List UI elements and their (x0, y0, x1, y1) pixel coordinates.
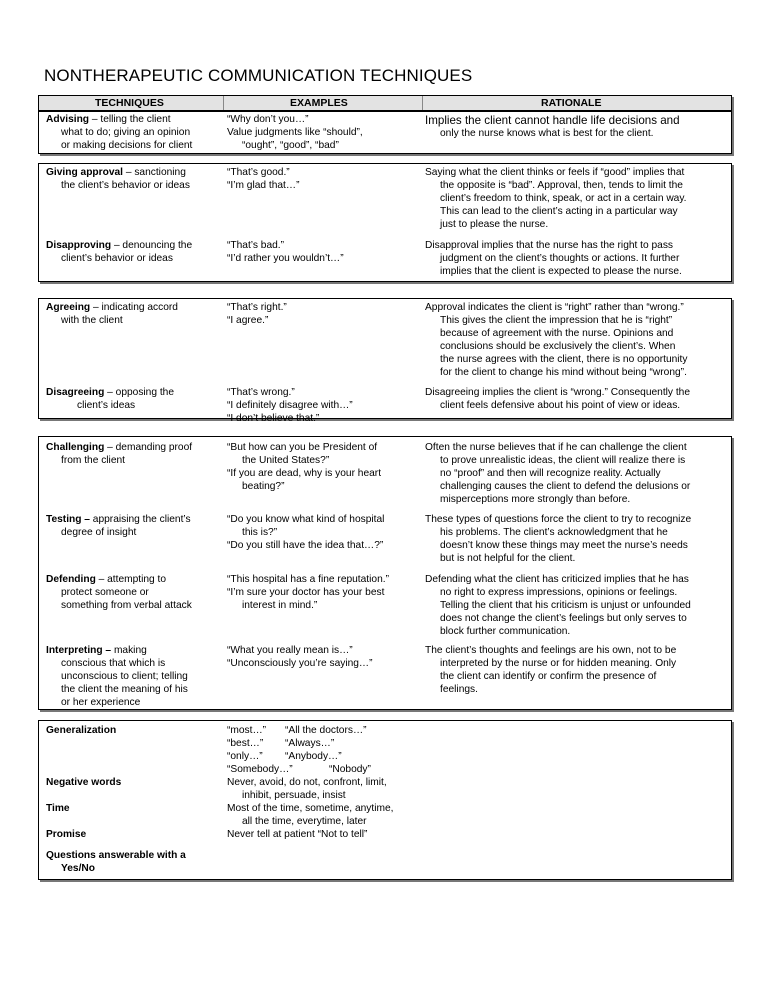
example-text: “I definitely disagree with…” (227, 399, 353, 411)
example-text: this is?” (242, 526, 278, 538)
rationale-text: These types of questions force the client to try to recognize (425, 514, 692, 525)
rationale-cell (425, 114, 727, 141)
example-text: Value judgments like “should”, (227, 126, 363, 138)
technique-desc: conscious that which is (61, 657, 166, 669)
rationale-cell (425, 387, 727, 413)
examples-cell (227, 829, 423, 842)
example-text: “That’s wrong.” (227, 387, 295, 398)
example-text: “That’s bad.” (227, 240, 285, 251)
technique-name: Time (46, 803, 70, 814)
rationale-text: feelings. (440, 683, 478, 695)
rationale-text: doesn’t know these things may meet the nurse’s needs (440, 539, 688, 551)
group-advising (38, 111, 732, 154)
technique-cell (46, 302, 224, 328)
rationale-text: This can lead to the client’s acting in a particular way (440, 205, 678, 217)
technique-name: Challenging (46, 442, 105, 453)
technique-name: Questions answerable with a (46, 850, 186, 861)
rationale-text: Saying what the client thinks or feels if “good” implies that (425, 167, 685, 178)
examples-cell (227, 803, 423, 829)
rationale-text: implies that the client is expected to please the nurse. (440, 265, 682, 277)
rationale-cell (425, 302, 727, 379)
example-text: “That’s right.” (227, 302, 287, 313)
technique-desc: appraising the client’s (89, 514, 191, 525)
technique-name: Advising (46, 114, 90, 125)
header-divider (223, 96, 224, 110)
table-header (38, 95, 732, 111)
rationale-text: Implies the client cannot handle life decisions and (425, 114, 680, 127)
technique-name: Yes/No (61, 862, 95, 874)
group-agreement (38, 298, 732, 424)
rationale-text: only the nurse knows what is best for the client. (440, 128, 654, 139)
rationale-text: but is not helpful for the client. (440, 552, 576, 564)
rationale-text: just to please the nurse. (440, 218, 549, 230)
rationale-text: the nurse agrees with the client, there is no opportunity (440, 353, 688, 365)
example-text: Never, avoid, do not, confront, limit, (227, 777, 387, 788)
example-text: “Anybody…” (285, 750, 342, 762)
examples-cell (227, 114, 423, 153)
example-text: “That’s good.” (227, 167, 290, 178)
examples-cell (227, 645, 423, 671)
technique-cell (46, 240, 224, 266)
rationale-text: Telling the client that his criticism is unjust or unfounded (440, 599, 691, 611)
rationale-text: the client can identify or confirm the presence of (440, 670, 657, 682)
rationale-text: interpreted by the nurse or for hidden meaning. Only (440, 657, 677, 669)
rationale-text: no “proof” and then will recognize reality. Actually (440, 467, 661, 479)
technique-desc: the client the meaning of his (61, 683, 188, 695)
rationale-text: because of agreement with the nurse. Opinions and (440, 327, 674, 339)
technique-cell (46, 574, 224, 613)
examples-cell (227, 442, 423, 494)
example-text: Most of the time, sometime, anytime, (227, 803, 394, 814)
rationale-text: This gives the client the impression that he is “right” (440, 314, 673, 326)
technique-desc: the client’s behavior or ideas (61, 179, 190, 191)
example-text: “Nobody” (329, 763, 371, 775)
technique-name: Testing – (46, 514, 90, 525)
technique-desc: – attempting to (95, 574, 167, 585)
example-text: interest in mind.” (242, 599, 318, 611)
technique-name: Disagreeing (46, 387, 105, 398)
example-text: “All the doctors…” (285, 725, 367, 736)
rationale-text: no right to express impressions, opinions or feelings. (440, 586, 678, 598)
technique-desc: protect someone or (61, 586, 149, 598)
technique-name: Interpreting – (46, 645, 112, 656)
examples-cell (227, 302, 423, 328)
rationale-text: Approval indicates the client is “right” rather than “wrong.” (425, 302, 684, 313)
examples-cell (227, 777, 423, 803)
example-text: “I don’t believe that.” (227, 412, 320, 424)
example-text: “Why don’t you…” (227, 114, 309, 125)
rationale-text: to prove unrealistic ideas, the client will realize there is (440, 454, 686, 466)
example-text: “Always…” (285, 737, 335, 749)
rationale-cell (425, 167, 727, 232)
technique-name: Agreeing (46, 302, 91, 313)
example-text: “best…” (227, 737, 264, 749)
rationale-text: the opposite is “bad”. Approval, then, tends to limit the (440, 179, 683, 191)
technique-name: Promise (46, 829, 87, 840)
technique-desc: degree of insight (61, 526, 137, 538)
example-text: “Unconsciously you’re saying…” (227, 657, 373, 669)
technique-name: Disapproving (46, 240, 112, 251)
rationale-cell (425, 442, 727, 507)
example-text: “But how can you be President of (227, 442, 378, 453)
rationale-text: client feels defensive about his point of view or ideas. (440, 399, 681, 411)
rationale-cell (425, 574, 727, 639)
group-generalization (38, 720, 732, 880)
example-text: “ought”, “good”, “bad” (242, 139, 339, 151)
technique-name: Generalization (46, 725, 117, 736)
technique-name: Giving approval (46, 167, 123, 178)
technique-desc: with the client (61, 314, 123, 326)
rationale-cell (425, 240, 727, 279)
technique-desc: or making decisions for client (61, 139, 193, 151)
rationale-text: conclusions should be exclusively the client’s. When (440, 340, 676, 352)
header-divider (422, 96, 423, 110)
example-text: “What you really mean is…” (227, 645, 353, 656)
example-text: beating?” (242, 480, 285, 492)
example-text: all the time, everytime, later (242, 815, 367, 827)
example-text: inhibit, persuade, insist (242, 789, 346, 801)
example-text: Never tell at patient “Not to tell” (227, 829, 368, 840)
technique-cell (46, 167, 224, 193)
example-text: “If you are dead, why is your heart (227, 467, 382, 479)
technique-cell (46, 777, 224, 790)
technique-desc: from the client (61, 454, 125, 466)
rationale-text: Defending what the client has criticized implies that he has (425, 574, 689, 585)
rationale-text: client’s freedom to think, speak, or act in a certain way. (440, 192, 687, 204)
rationale-cell (425, 645, 727, 697)
technique-desc: – telling the client (89, 114, 171, 125)
technique-desc: unconscious to client; telling (61, 670, 188, 682)
example-text: “Somebody…” (227, 763, 293, 775)
examples-cell (227, 240, 423, 266)
rationale-text: does not change the client’s feelings but only serves to (440, 612, 687, 624)
example-text: “I’m glad that…” (227, 179, 300, 191)
technique-cell (46, 725, 224, 738)
example-text: “I agree.” (227, 314, 269, 326)
example-text: “Do you still have the idea that…?” (227, 539, 384, 551)
technique-cell (46, 645, 224, 710)
technique-cell (46, 114, 224, 153)
technique-desc: – sanctioning (123, 167, 186, 178)
example-text: “I’m sure your doctor has your best (227, 586, 385, 598)
header-techniques: TECHNIQUES (95, 97, 164, 109)
technique-cell (46, 850, 224, 876)
header-examples: EXAMPLES (290, 97, 348, 109)
rationale-text: Disagreeing implies the client is “wrong.” Consequently the (425, 387, 691, 398)
example-text: “This hospital has a fine reputation.” (227, 574, 389, 585)
technique-cell (46, 803, 224, 816)
rationale-text: judgment on the client’s thoughts or actions. It further (440, 252, 680, 264)
examples-cell (227, 167, 423, 193)
example-text: “only…” (227, 750, 263, 762)
technique-cell (46, 387, 224, 413)
technique-cell (46, 829, 224, 842)
rationale-text: Often the nurse believes that if he can challenge the client (425, 442, 687, 453)
example-text: the United States?” (242, 454, 330, 466)
technique-desc: – demanding proof (104, 442, 193, 453)
technique-desc: or her experience (61, 696, 141, 708)
rationale-text: for the client to change his mind without being “wrong”. (440, 366, 687, 378)
example-text: “I’d rather you wouldn’t…” (227, 252, 344, 264)
technique-name: Defending (46, 574, 96, 585)
technique-desc: something from verbal attack (61, 599, 192, 611)
technique-desc: client’s behavior or ideas (61, 252, 173, 264)
rationale-text: The client’s thoughts and feelings are his own, not to be (425, 645, 677, 656)
technique-desc: what to do; giving an opinion (61, 126, 191, 138)
rationale-text: his problems. The client’s acknowledgment that he (440, 526, 668, 538)
example-text: “most…” (227, 725, 267, 736)
examples-cell (227, 574, 423, 613)
examples-cell (227, 725, 423, 777)
rationale-text: misperceptions more strongly than before. (440, 493, 631, 505)
technique-desc: – denouncing the (111, 240, 193, 251)
header-rationale: RATIONALE (541, 97, 602, 109)
technique-desc: making (111, 645, 147, 656)
technique-name: Negative words (46, 777, 122, 788)
rationale-text: challenging causes the client to defend the delusions or (440, 480, 691, 492)
technique-cell (46, 514, 224, 540)
example-text: “Do you know what kind of hospital (227, 514, 385, 525)
technique-desc: – opposing the (104, 387, 174, 398)
group-approval (38, 163, 732, 282)
rationale-text: block further communication. (440, 625, 571, 637)
rationale-text: Disapproval implies that the nurse has the right to pass (425, 240, 674, 251)
technique-cell (46, 442, 224, 468)
technique-desc: client’s ideas (77, 399, 136, 411)
group-challenging (38, 436, 732, 710)
page-title: NONTHERAPEUTIC COMMUNICATION TECHNIQUES (44, 66, 473, 85)
rationale-cell (425, 514, 727, 566)
examples-cell (227, 387, 423, 426)
technique-desc: – indicating accord (90, 302, 178, 313)
examples-cell (227, 514, 423, 553)
